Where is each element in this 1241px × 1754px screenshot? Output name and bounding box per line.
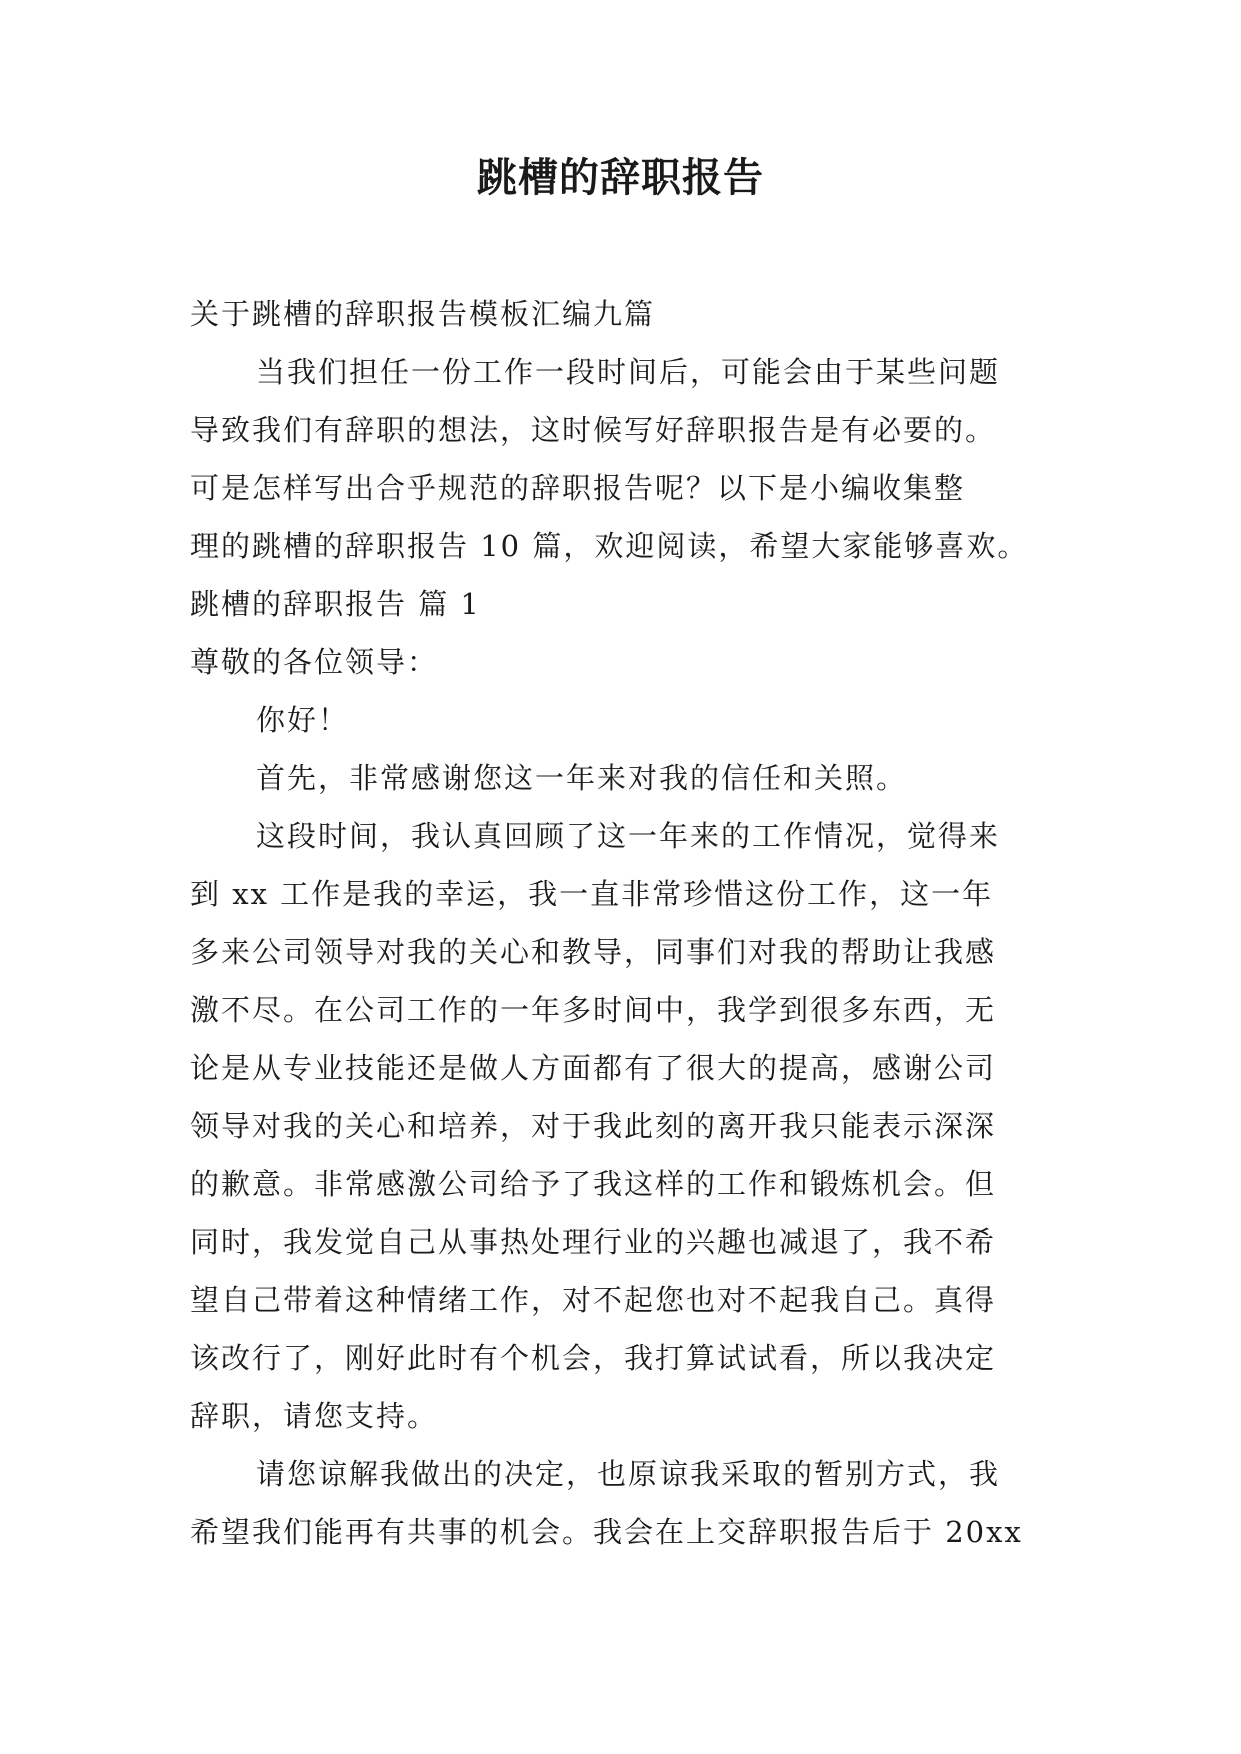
body-line: 希望我们能再有共事的机会。我会在上交辞职报告后于 20xx (190, 1515, 1023, 1549)
intro-line: 导致我们有辞职的想法，这时候写好辞职报告是有必要的。 (190, 413, 997, 447)
body-line: 望自己带着这种情绪工作，对不起您也对不起我自己。真得 (190, 1283, 997, 1317)
body-line: 到 xx 工作是我的幸运，我一直非常珍惜这份工作，这一年 (190, 877, 994, 911)
document-body (190, 285, 1070, 1561)
intro-line: 当我们担任一份工作一段时间后，可能会由于某些问题 (256, 355, 1001, 389)
salutation: 尊敬的各位领导： (190, 645, 439, 679)
body-line: 该改行了，刚好此时有个机会，我打算试试看，所以我决定 (190, 1341, 997, 1375)
body-line: 辞职，请您支持。 (190, 1399, 439, 1433)
body-line: 同时，我发觉自己从事热处理行业的兴趣也减退了，我不希 (190, 1225, 997, 1259)
intro-line: 可是怎样写出合乎规范的辞职报告呢？以下是小编收集整 (190, 471, 966, 505)
section-heading: 跳槽的辞职报告 篇 1 (190, 587, 481, 621)
body-line: 这段时间，我认真回顾了这一年来的工作情况，觉得来 (256, 819, 1001, 853)
body-line: 领导对我的关心和培养，对于我此刻的离开我只能表示深深 (190, 1109, 997, 1143)
body-line: 请您谅解我做出的决定，也原谅我采取的暂别方式，我 (256, 1457, 1001, 1491)
body-line: 激不尽。在公司工作的一年多时间中，我学到很多东西，无 (190, 993, 997, 1027)
body-line: 多来公司领导对我的关心和教导，同事们对我的帮助让我感 (190, 935, 997, 969)
document-title: 跳槽的辞职报告 (477, 154, 764, 201)
greeting: 你好！ (256, 703, 350, 737)
intro-line: 理的跳槽的辞职报告 10 篇，欢迎阅读，希望大家能够喜欢。 (190, 529, 1029, 563)
body-line: 论是从专业技能还是做人方面都有了很大的提高，感谢公司 (190, 1051, 997, 1085)
body-line: 首先，非常感谢您这一年来对我的信任和关照。 (256, 761, 908, 795)
body-line: 的歉意。非常感激公司给予了我这样的工作和锻炼机会。但 (190, 1167, 997, 1201)
subtitle-line: 关于跳槽的辞职报告模板汇编九篇 (190, 297, 656, 331)
